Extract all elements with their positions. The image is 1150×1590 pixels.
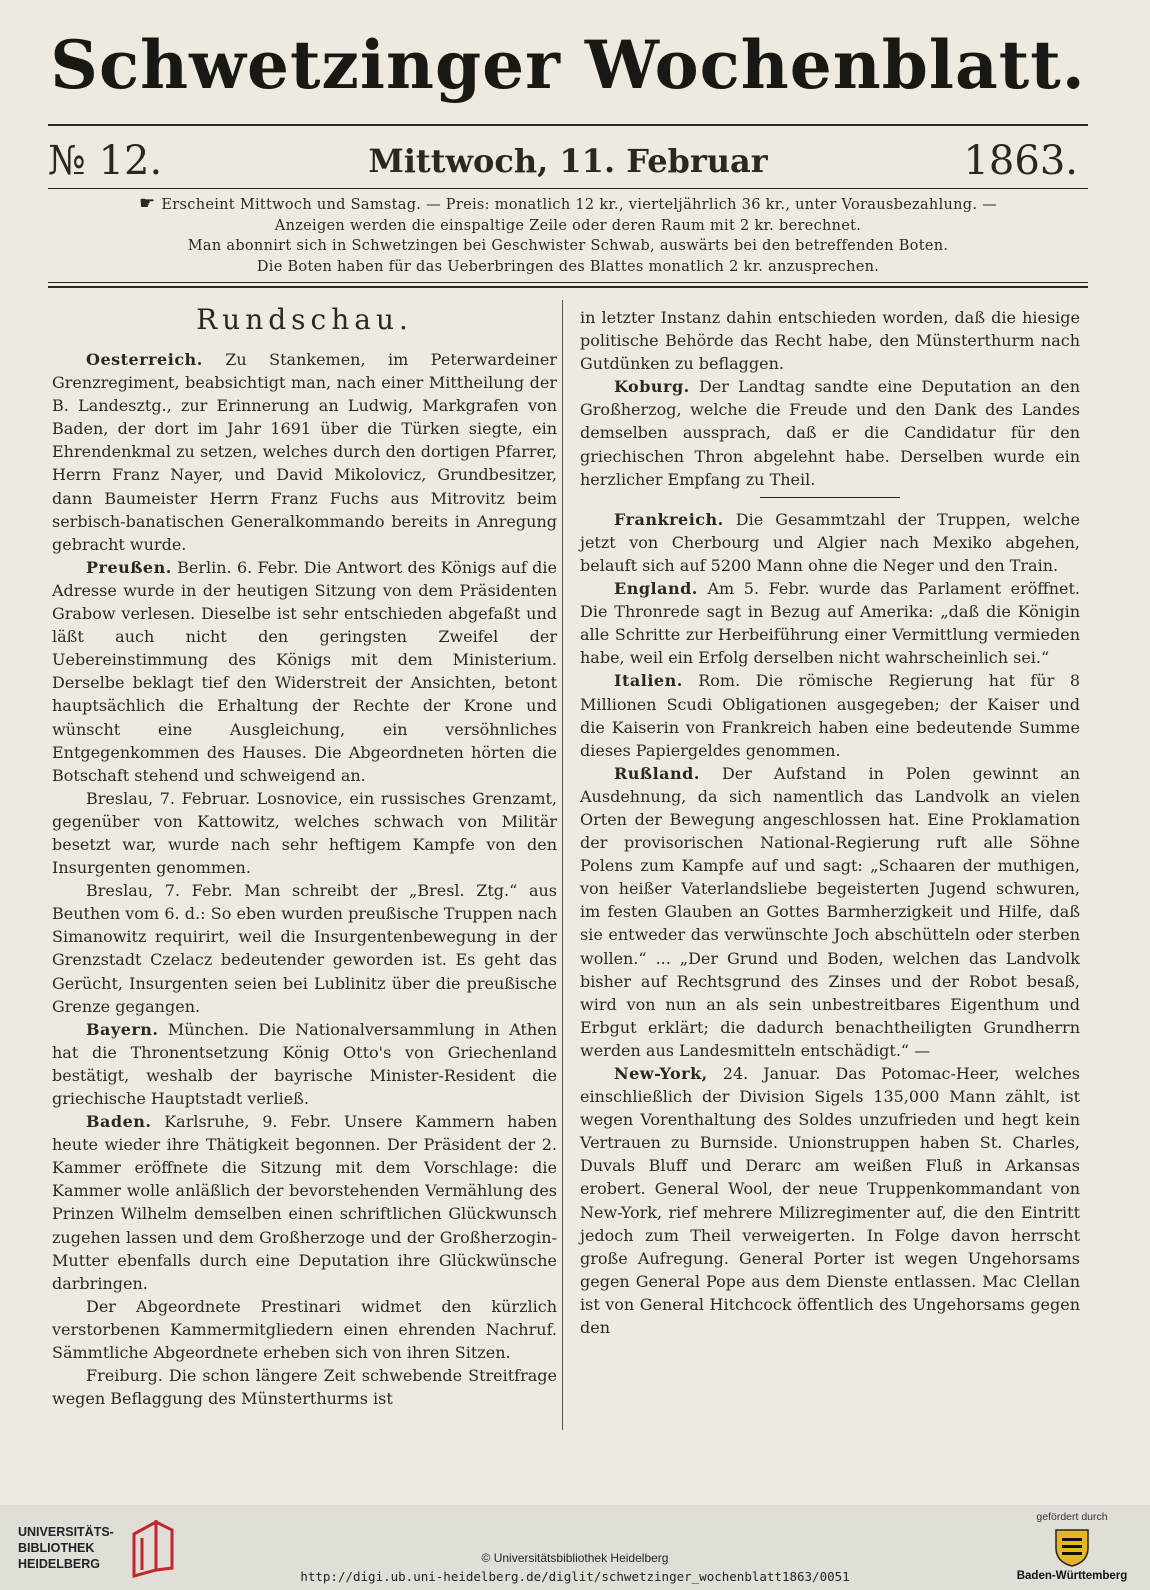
notice-line: Anzeigen werden die einspaltige Zeile oder deren Raum mit 2 kr. berechnet. [274, 217, 862, 234]
sponsor-state: Baden-Württemberg [1016, 1570, 1128, 1582]
subscription-notice [48, 194, 1088, 277]
column-divider [562, 300, 563, 1430]
paragraph-koburg: Koburg. Der Landtag sandte eine Deputation an den Großherzog, welche die Freude und den Dank des Landes demselben aussprach, daß er die Candidatur für den griechischen Thron abgelehnt habe. Derselben wurde ein herzlicher Empfang zu Theil. [580, 377, 1080, 489]
section-title: Rundschau. [196, 303, 413, 336]
notice-rule-bottom [48, 286, 1088, 288]
paragraph-prestinari: Der Abgeordnete Prestinari widmet den kürzlich verstorbenen Kammermitgliedern einen ehrenden Nachruf. Sämmtliche Abgeordnete erheben sich von ihren Sitzen. [52, 1296, 557, 1363]
coat-of-arms-icon [1052, 1526, 1092, 1568]
digitization-footer [0, 1505, 1150, 1590]
paragraph-baden: Baden. Karlsruhe, 9. Febr. Unsere Kammern haben heute wieder ihre Thätigkeit begonnen. Der Präsident der 2. Kammer eröffnete die Sitzung mit dem Vorschlage: die Kammer wolle anläßlich der bevorstehenden Vermählung des Prinzen Wilhelm demselben einen schriftlichen Glückwunsch zugehen lassen und dem Großherzoge und der Großherzogin-Mutter ebenfalls durch eine Deputation ihre Glückwünsche darbringen. [52, 1112, 557, 1293]
paragraph-frankreich: Frankreich. Die Gesammtzahl der Truppen, welche jetzt von Cherbourg und Algier nach Mexiko abgehen, belauft sich auf 5200 Mann ohne die Neger und den Train. [580, 509, 1080, 575]
paragraph-oesterreich: Oesterreich. Zu Stankemen, im Peterwardeiner Grenzregiment, beabsichtigt man, nach einer Mittheilung der B. Landesztg., zur Erinnerung an Ludwig, Markgrafen von Baden, der dort im Jahr 1691 über die Türken siegte, ein Ehrendenkmal zu setzen, welches durch den dortigen Pfarrer, Herrn Franz Nayer, und David Mikolovicz, Grundbesitzer, dann Baumeister Herrn Franz Fuchs aus Mitrovitz beim serbisch-banatischen Generalkommando bereits in Anregung gebracht wurde. [52, 350, 557, 554]
masthead-rule [48, 124, 1088, 126]
library-name-line: UNIVERSITÄTS- [18, 1525, 114, 1539]
paragraph-breslau-1: Breslau, 7. Februar. Losnovice, ein russisches Grenzamt, gegenüber von Kattowitz, welches schwach von Militär besetzt war, wurde nach sehr heftigem Kampfe von den Insurgenten genommen. [52, 788, 557, 878]
issue-number: № 12. [48, 138, 163, 184]
column-left [52, 300, 557, 1410]
paragraph-preussen: Preußen. Berlin. 6. Febr. Die Antwort des Königs auf die Adresse wurde in der heutigen Sitzung von dem Präsidenten Grabow verlesen. Dieselbe ist sehr entschieden abgefaßt und läßt auch nicht den geringsten Zweifel der Uebereinstimmung des Königs mit dem Ministerium. Derselbe beklagt tief den Widerstreit der Ansichten, betont hauptsächlich die Erhaltung der Rechte der Krone und wünscht eine Ausgleichung, ein versöhnliches Entgegenkommen des Hauses. Die Abgeordneten hörten die Botschaft stehend und schweigend an. [52, 557, 557, 785]
notice-line: ☛ Erscheint Mittwoch und Samstag. — Preis: monatlich 12 kr., vierteljährlich 36 kr., unter Vorausbezahlung. — [138, 193, 997, 214]
notice-line: Man abonnirt sich in Schwetzingen bei Geschwister Schwab, auswärts bei den betreffenden Boten. [187, 238, 949, 254]
paragraph-breslau-2: Breslau, 7. Febr. Man schreibt der „Bresl. Ztg.“ aus Beuthen vom 6. d.: So eben wurden preußische Truppen nach Simanowitz requirirt, weil die Insurgentenbewegung in der Grenzstadt Czelacz bedeutender geworden ist. Es geht das Gerücht, Insurgenten seien bei Lublinitz über die preußische Grenze gegangen. [52, 881, 557, 1016]
paragraph-new-york: New-York, 24. Januar. Das Potomac-Heer, welches einschließlich der Division Sigels 135,000 Mann zählt, ist wegen Vorenthaltung des Soldes unzufrieden und hegt kein Vertrauen zu Burnside. Unionstruppen haben St. Charles, Duvals Bluff und Derarc am weißen Fluß in Arkansas erobert. General Wool, der neue Truppenkommandant von New-York, rief mehrere Milizregimenter auf, die den Eintritt jedoch zum Theil verweigerten. In Folge davon herrscht große Aufregung. General Porter ist wegen Ungehorsams gegen General Pope aus dem Dienste entlassen. Mac Clellan ist von General Hitchcock öffentlich des Ungehorsams gegen den [580, 1064, 1080, 1338]
masthead-title: Schwetzinger Wochenblatt. [50, 26, 1086, 104]
notice-line: Die Boten haben für das Ueberbringen des Blattes monatlich 2 kr. anzusprechen. [256, 258, 880, 275]
library-name-line: BIBLIOTHEK [18, 1541, 95, 1555]
copyright-notice: © Universitätsbibliothek Heidelberg [481, 1551, 669, 1565]
library-name-line: HEIDELBERG [18, 1557, 100, 1571]
permalink-url[interactable]: http://digi.ub.uni-heidelberg.de/diglit/schwetzinger_wochenblatt1863/0051 [300, 1569, 850, 1584]
sponsor-label: gefördert durch [1036, 1511, 1108, 1523]
paragraph-england: England. Am 5. Febr. wurde das Parlament eröffnet. Die Thronrede sagt in Bezug auf Amerika: „daß die Königin alle Schritte zur Herbeiführung einer Vermittlung vermieden habe, weil ein Erfolg derselben nicht wahrscheinlich sei.“ [580, 579, 1080, 668]
dateline-rule [48, 188, 1088, 189]
paragraph-italien: Italien. Rom. Die römische Regierung hat für 8 Millionen Scudi Obligationen ausgegeben; der Kaiser und die Kaiserin von Frankreich haben eine bedeutende Summe dieses Papiergeldes genommen. [580, 671, 1080, 760]
notice-rule-top [48, 282, 1088, 283]
sponsor-block[interactable] [1012, 1511, 1132, 1582]
paragraph-russland: Rußland. Der Aufstand in Polen gewinnt an Ausdehnung, da sich namentlich das Landvolk an vielen Orten der Bewegung angeschlossen hat. Eine Proklamation der provisorischen National-Regierung ruft alle Söhne Polens zum Kampfe auf und sagt: „Schaaren der muthigen, von heißer Vaterlandsliebe begeisterten Jugend schwuren, im festen Glauben an Gottes Barmherzigkeit und Hilfe, daß sie entweder das verwünschte Joch abschütteln oder sterben wollen.“ ... „Der Grund und Boden, welchen das Landvolk bisher auf Rechtsgrund des Zinses und der Robot besaß, wird von nun an als sein unbestreitbares Eigenthum und Erbgut erklärt; die dadurch benachtheiligten Grundherrn werden aus Landesmitteln entschädigt.“ — [580, 763, 1080, 1060]
pointing-hand-icon: ☛ [138, 193, 156, 214]
column-right [580, 306, 1080, 1339]
paragraph-bayern: Bayern. München. Die Nationalversammlung in Athen hat die Thronentsetzung König Otto's von Griechenland bestätigt, weshalb der bayrische Minister-Resident die griechische Hauptstadt verließ. [52, 1019, 557, 1108]
paragraph-freiburg: Freiburg. Die schon längere Zeit schwebende Streitfrage wegen Beflaggung des Münsterthurms ist [52, 1366, 557, 1409]
dateline [48, 130, 1088, 190]
issue-year: 1863. [963, 138, 1078, 184]
paragraph-freiburg-cont: in letzter Instanz dahin entschieden worden, daß die hiesige politische Behörde das Recht habe, den Münsterthurm nach Gutdünken zu beflaggen. [580, 308, 1080, 374]
issue-date: Mittwoch, 11. Februar [368, 142, 768, 180]
section-divider [760, 497, 900, 498]
